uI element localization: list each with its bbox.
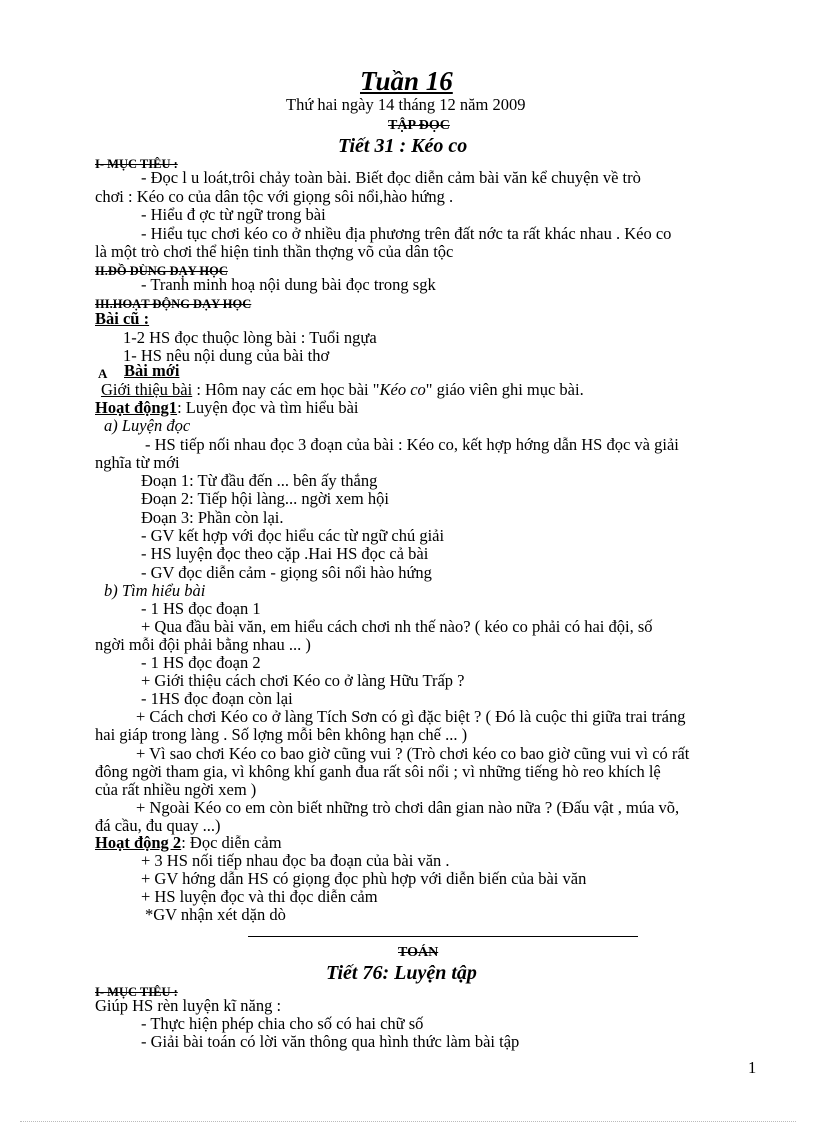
intro-line: [101, 381, 584, 399]
study-line: + Vì sao chơi Kéo co bao giờ cũng vui ? (Trò chơi kéo co bao giờ cũng vui vì có rất: [136, 744, 690, 763]
expressive-line: *GV nhận xét dặn dò: [145, 905, 286, 924]
reading-line: - HS tiếp nối nhau đọc 3 đoạn của bài : Kéo co, kết hợp hớng dẫn HS đọc và giải: [145, 435, 679, 454]
reading-line: - GV kết hợp với đọc hiểu các từ ngữ chú giải: [141, 526, 445, 545]
study-line: của rất nhiều ngời xem ): [95, 780, 257, 799]
old-lesson-line: 1- HS nêu nội dung của bài thơ: [123, 346, 330, 365]
expressive-line: + GV hớng dẫn HS có giọng đọc phù hợp với diễn biến của bài văn: [141, 869, 587, 888]
objective-line: - Giải bài toán có lời văn thông qua hình thức làm bài tập: [141, 1032, 520, 1051]
old-lesson-line: 1-2 HS đọc thuộc lòng bài : Tuổi ngựa: [123, 328, 377, 347]
label-bai-cu: Bài cũ :: [95, 309, 150, 328]
study-line: hai giáp trong làng . Số lợng mỗi bên không hạn chế ... ): [95, 725, 468, 744]
study-line: + Cách chơi Kéo co ở làng Tích Sơn có gì đặc biệt ? ( Đó là cuộc thi giữa trai tráng: [136, 707, 686, 726]
activity-1-line: [95, 399, 359, 417]
objective-line: chơi : Kéo co của dân tộc với giọng sôi nổi,hào hứng .: [95, 187, 454, 206]
objective-line: - Đọc l u loát,trôi chảy toàn bài. Biết đọc diễn cảm bài văn kể chuyện về trò: [141, 168, 641, 187]
section-muc-tieu-2: I- MỤC TIÊU :: [95, 985, 178, 999]
activity-2-text: : Đọc diễn cảm: [181, 833, 282, 852]
page-number: 1: [748, 1058, 757, 1077]
reading-line: nghĩa từ mới: [95, 453, 180, 472]
study-line: + Qua đầu bài văn, em hiểu cách chơi nh thế nào? ( kéo co phải có hai đội, số: [141, 617, 653, 636]
objective-line: - Thực hiện phép chia cho số có hai chữ số: [141, 1014, 424, 1033]
reading-line: Đoạn 3: Phần còn lại.: [141, 508, 284, 527]
activity-2-line: [95, 834, 282, 852]
label-tim-hieu: b) Tìm hiểu bài: [104, 581, 206, 600]
study-line: ngời mỗi đội phải bằng nhau ... ): [95, 635, 311, 654]
label-hoat-dong-2: Hoạt động 2: [95, 833, 182, 852]
lesson-title-keo-co: Tiết 31 : Kéo co: [338, 135, 468, 157]
subject-tap-doc: TẬP ĐỌC: [388, 118, 450, 133]
study-line: + Ngoài Kéo co em còn biết những trò chơi dân gian nào nữa ? (Đấu vật , múa võ,: [136, 798, 680, 817]
study-line: đông ngời tham gia, vì không khí ganh đua rất sôi nổi ; vì những tiếng hò reo khích lệ: [95, 762, 661, 781]
objective-line: là một trò chơi thể hiện tinh thần thợng võ của dân tộc: [95, 242, 454, 261]
reading-line: - GV đọc diễn cảm - giọng sôi nổi hào hứng: [141, 563, 432, 582]
section-hoat-dong: III.HOẠT ĐỘNG DẠY HỌC: [95, 297, 252, 311]
objective-line: - Hiểu tục chơi kéo co ở nhiều địa phương trên đất nớc ta rất khác nhau . Kéo co: [141, 224, 672, 243]
intro-text-end: " giáo viên ghi mục bài.: [425, 380, 584, 399]
expressive-line: + HS luyện đọc và thi đọc diễn cảm: [141, 887, 378, 906]
section-divider: [248, 936, 638, 937]
label-hoat-dong-1: Hoạt động1: [95, 398, 178, 417]
lesson-title-luyen-tap: Tiết 76: Luyện tập: [326, 962, 477, 984]
intro-text: : Hôm nay các em học bài ": [192, 380, 380, 399]
label-bai-moi: Bài mới: [124, 361, 180, 380]
study-line: - 1HS đọc đoạn còn lại: [141, 689, 293, 708]
reading-line: Đoạn 1: Từ đầu đến ... bên ấy thắng: [141, 471, 378, 490]
reading-line: - HS luyện đọc theo cặp .Hai HS đọc cả bài: [141, 544, 429, 563]
section-muc-tieu: I- MỤC TIÊU :: [95, 157, 178, 171]
label-gioi-thieu: Giới thiệu bài: [101, 380, 193, 399]
page-bottom-border: [20, 1121, 796, 1122]
materials-line: - Tranh minh hoạ nội dung bài đọc trong sgk: [141, 275, 436, 294]
study-line: - 1 HS đọc đoạn 1: [141, 599, 261, 618]
date-line: Thứ hai ngày 14 tháng 12 năm 2009: [286, 95, 526, 114]
expressive-line: + 3 HS nối tiếp nhau đọc ba đoạn của bài văn .: [141, 851, 450, 870]
objective-line: - Hiểu đ ợc từ ngữ trong bài: [141, 205, 326, 224]
study-line: - 1 HS đọc đoạn 2: [141, 653, 261, 672]
marker-a: A: [98, 366, 108, 381]
study-line: + Giới thiệu cách chơi Kéo co ở làng Hữu Trấp ?: [141, 671, 465, 690]
objective-line: Giúp HS rèn luyện kĩ năng :: [95, 996, 282, 1015]
reading-line: Đoạn 2: Tiếp hội làng... ngời xem hội: [141, 489, 389, 508]
week-title: Tuần 16: [360, 66, 453, 96]
label-luyen-doc: a) Luyện đọc: [104, 416, 191, 435]
section-do-dung: II.ĐỒ DÙNG DẠY HỌC: [95, 264, 228, 278]
subject-toan: TOÁN: [398, 945, 439, 960]
study-line: đá cầu, đu quay ...): [95, 816, 221, 835]
activity-1-text: : Luyện đọc và tìm hiểu bài: [177, 398, 359, 417]
intro-lesson-name: Kéo co: [379, 380, 426, 399]
